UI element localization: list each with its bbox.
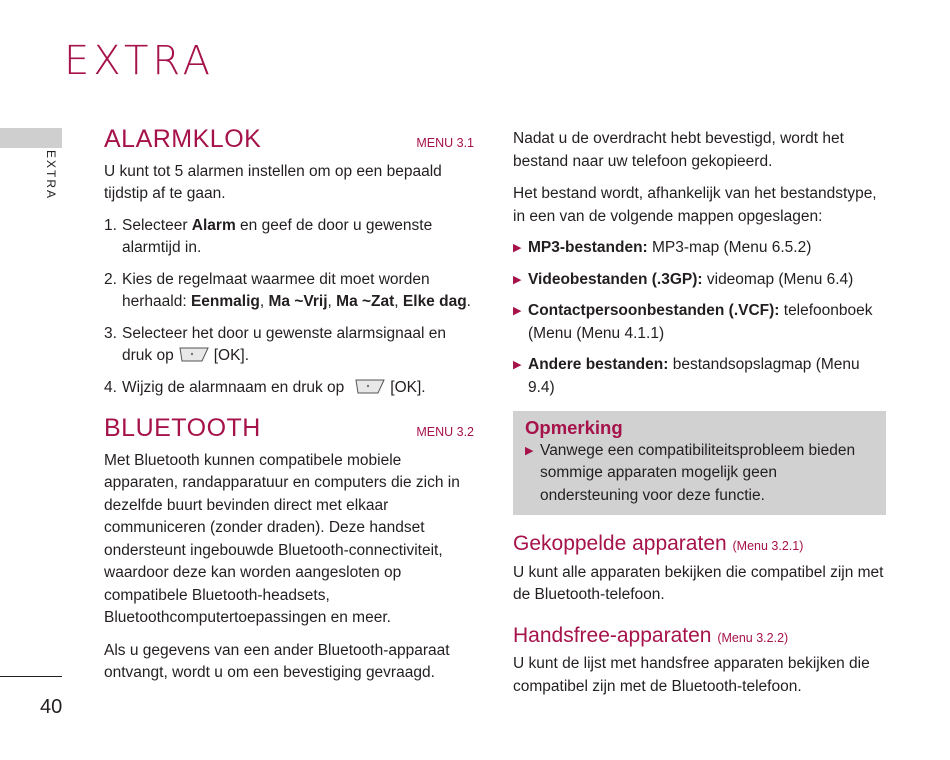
alarm-step-1: [104, 215, 474, 260]
triangle-bullet-icon: ▶: [513, 305, 522, 317]
step-text: [122, 377, 426, 400]
bluetooth-heading: [104, 414, 474, 444]
step-number: 2.: [104, 270, 117, 288]
note-text: Vanwege een compatibiliteitsprobleem bieden sommige apparaten mogelijk geen ondersteuning voor deze functie.: [540, 441, 856, 504]
left-column: [104, 125, 474, 685]
folder-item: [513, 354, 886, 399]
paired-devices-heading: [513, 533, 886, 558]
folder-type: Contactpersoonbestanden (.VCF):: [528, 302, 780, 319]
paired-devices-menu-ref: (Menu 3.2.1): [732, 539, 804, 553]
step-text: [122, 269, 474, 314]
ok-key-icon: [354, 378, 386, 395]
handsfree-menu-ref: (Menu 3.2.2): [717, 630, 789, 645]
folder-type: Videobestanden (.3GP):: [528, 270, 703, 288]
folder-item-text: [528, 354, 886, 399]
alarm-menu-ref: MENU 3.1: [416, 136, 474, 150]
folder-type: MP3-bestanden:: [528, 239, 648, 256]
folder-item: [513, 269, 886, 292]
paired-devices-text: U kunt alle apparaten bekijken die compatibel zijn met de Bluetooth-telefoon.: [513, 563, 884, 603]
folder-location: MP3-map (Menu 6.5.2): [647, 239, 812, 256]
alarm-step-3: [104, 323, 474, 368]
step-bold-term: Elke dag: [402, 293, 467, 310]
step-number: 1.: [104, 216, 117, 234]
bluetooth-para-1: Met Bluetooth kunnen compatibele mobiele apparaten, randapparatuur en computers die zich in dezelfde buurt bevinden direct met elkaar communiceren (zonder draden). Deze handset ondersteunt ingebouwde Bluetooth-connectiviteit, waardoor deze kan worden aangesloten op compatibele Bluetooth-headsets, Bluetoothcomputertoepassingen en meer.: [104, 451, 460, 626]
step-text-part: [OK].: [213, 347, 250, 364]
step-bold-term: Alarm: [191, 216, 236, 234]
step-text-part: Kies de regelmaat waarmee dit moet worden herhaald:: [122, 270, 430, 310]
step-bold-term: Ma ~Zat: [336, 293, 395, 310]
step-bold-term: Eenmalig: [190, 293, 260, 310]
alarm-step-2: [104, 269, 474, 314]
right-column: [513, 128, 886, 698]
note-row: [525, 440, 876, 508]
step-text-part: [OK].: [390, 378, 426, 396]
bluetooth-title: BLUETOOTH: [104, 414, 261, 442]
step-text-part: Wijzig de alarmnaam en druk op: [122, 378, 345, 396]
triangle-bullet-icon: ▶: [525, 444, 534, 457]
folder-type: Andere bestanden:: [528, 356, 669, 373]
step-number: 4.: [104, 378, 117, 396]
step-text-part: ,: [327, 293, 337, 310]
triangle-bullet-icon: ▶: [513, 242, 522, 254]
handsfree-heading: [513, 625, 886, 650]
alarm-heading: [104, 125, 474, 155]
ok-key-icon: [178, 346, 210, 363]
folder-item: [513, 237, 886, 260]
folder-location: videomap (Menu 6.4): [702, 270, 854, 288]
step-text-part: Selecteer: [122, 216, 192, 234]
alarm-step-4: [104, 377, 474, 400]
triangle-bullet-icon: ▶: [513, 273, 522, 286]
alarm-intro: U kunt tot 5 alarmen instellen om op een bepaald tijdstip af te gaan.: [104, 162, 442, 202]
handsfree-title: Handsfree-apparaten: [513, 623, 712, 647]
side-tab-bar: [0, 128, 62, 148]
step-text: [122, 323, 474, 368]
folder-location: telefoonboek (Menu (Menu 4.1.1): [528, 302, 873, 342]
folder-item-text: [528, 300, 886, 345]
step-text-part: .: [466, 293, 471, 310]
step-text-part: Selecteer het door u gewenste alarmsignaal en druk op: [122, 324, 446, 364]
bluetooth-para-2: Als u gegevens van een ander Bluetooth-apparaat ontvangt, wordt u om een bevestiging gevraagd.: [104, 641, 450, 681]
handsfree-text: U kunt de lijst met handsfree apparaten bekijken die compatibel zijn met de Bluetooth-telefoon.: [513, 655, 870, 695]
folder-item-text: [528, 237, 811, 260]
transfer-para: Nadat u de overdracht hebt bevestigd, wordt het bestand naar uw telefoon gekopieerd.: [513, 130, 844, 170]
folder-item: [513, 300, 886, 345]
paired-devices-title: Gekoppelde apparaten: [513, 532, 727, 555]
step-bold-term: Ma ~Vrij: [268, 293, 328, 310]
folder-item-text: [528, 269, 853, 292]
step-text-part: ,: [394, 293, 403, 310]
folders-intro: Het bestand wordt, afhankelijk van het bestandstype, in een van de volgende mappen opgeslagen:: [513, 185, 877, 225]
folder-location: bestandsopslagmap (Menu 9.4): [528, 356, 860, 396]
page-number: 40: [40, 696, 63, 718]
triangle-bullet-icon: ▶: [513, 359, 522, 371]
note-title: Opmerking: [525, 417, 623, 438]
bluetooth-menu-ref: MENU 3.2: [416, 425, 474, 439]
step-text-part: en geef de door u gewenste alarmtijd in.: [122, 216, 433, 256]
alarm-title: ALARMKLOK: [104, 125, 262, 153]
step-text-part: ,: [259, 293, 269, 310]
page-title: EXTRA: [64, 38, 214, 84]
step-text: [122, 215, 474, 260]
footer-divider: [0, 676, 62, 677]
step-number: 3.: [104, 324, 117, 342]
note-box: [513, 411, 886, 515]
side-section-label: EXTRA: [44, 150, 58, 201]
